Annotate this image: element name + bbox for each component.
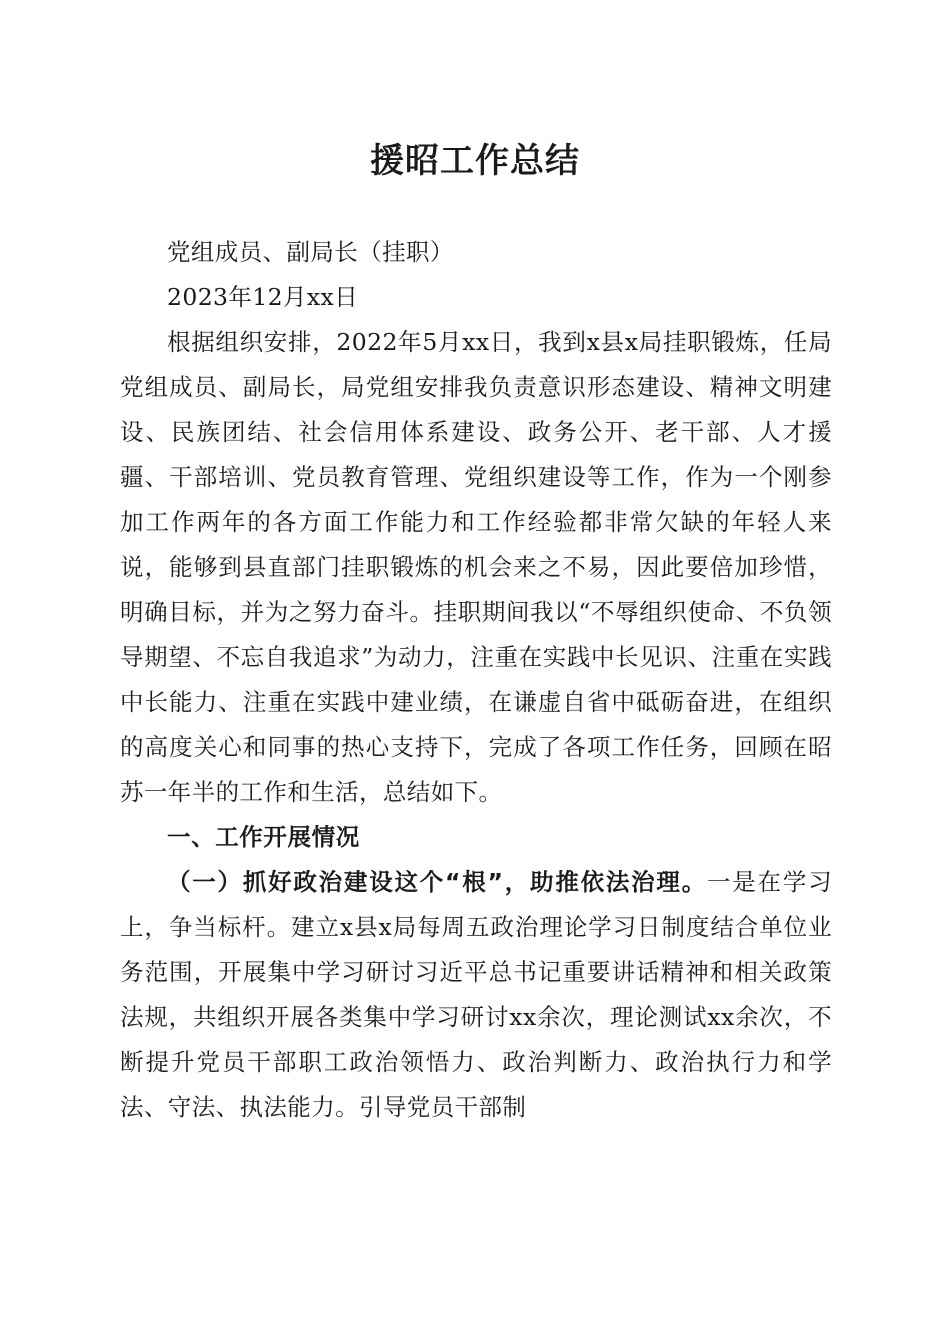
subsection-text: 一是在学习上，争当标杆。建立x县x局每周五政治理论学习日制度结合单位业务范围，开展集中学习研讨习近平总书记重要讲话精神和相关政策法规，共组织开展各类集中学习研讨xx余次，理论测试xx余次，不断提升党员干部职工政治领悟力、政治判断力、政治执行力和学法、守法、执法能力。引导党员干部制 bbox=[120, 868, 832, 1121]
intro-paragraph: 根据组织安排，2022年5月xx日，我到x县x局挂职锻炼，任局党组成员、副局长，局党组安排我负责意识形态建设、精神文明建设、民族团结、社会信用体系建设、政务公开、老干部、人才援疆、干部培训、党员教育管理、党组织建设等工作，作为一个刚参加工作两年的各方面工作能力和工作经验都非常欠缺的年轻人来说，能够到县直部门挂职锻炼的机会来之不易，因此要倍加珍惜，明确目标，并为之努力奋斗。挂职期间我以“不辱组织使命、不负领导期望、不忘自我追求”为动力，注重在实践中长见识、注重在实践中长能力、注重在实践中建业绩，在谦虚自省中砥砺奋进，在组织的高度关心和同事的热心支持下，完成了各项工作任务，回顾在昭苏一年半的工作和生活，总结如下。 bbox=[120, 328, 832, 806]
author-line: 党组成员、副局长（挂职） bbox=[167, 238, 454, 266]
section-heading: 一、工作开展情况 bbox=[167, 823, 360, 851]
date-line: 2023年12月xx日 bbox=[167, 283, 359, 311]
document-title: 援昭工作总结 bbox=[370, 141, 580, 181]
subsection-heading: （一）抓好政治建设这个“根”，助推依法治理。 bbox=[167, 868, 707, 896]
document-body bbox=[120, 230, 832, 1130]
subsection-paragraph bbox=[120, 860, 832, 1130]
